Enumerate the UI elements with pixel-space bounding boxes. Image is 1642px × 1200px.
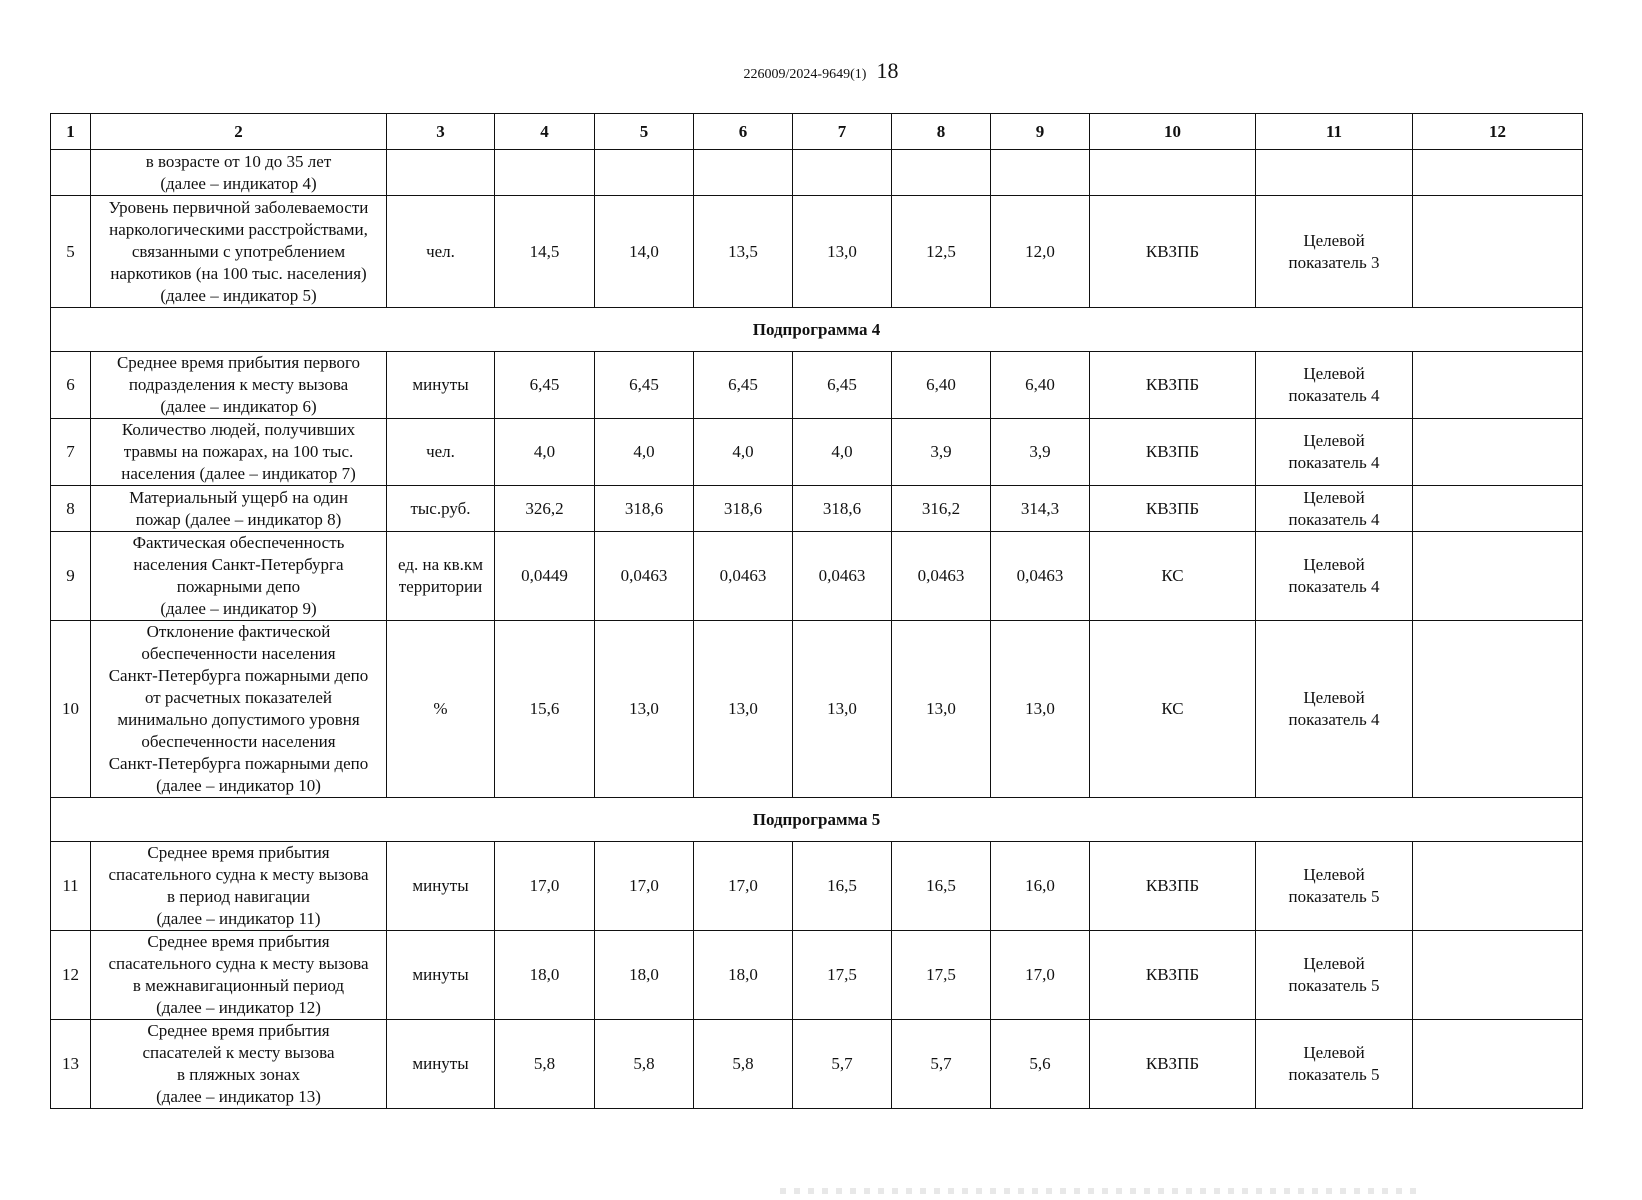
- cell-line: связанными с употреблением: [131, 241, 346, 261]
- value-cell: 4,0: [793, 419, 892, 486]
- indicator-number: 8: [51, 486, 91, 532]
- value-cell: 314,3: [991, 486, 1090, 532]
- cell-line: Среднее время прибытия первого: [116, 353, 361, 372]
- table-row: [51, 842, 1583, 931]
- indicators-table: [50, 113, 1583, 1109]
- value-cell: 16,5: [892, 842, 991, 931]
- column-header: 9: [991, 114, 1090, 150]
- cell-line: Уровень первичной заболеваемости: [108, 197, 369, 217]
- indicator-number: 10: [51, 621, 91, 798]
- cell-line: в возрасте от 10 до 35 лет: [145, 151, 332, 171]
- value-cell: 13,0: [694, 621, 793, 798]
- value-cell: 14,5: [495, 196, 595, 308]
- cell-line: травмы на пожарах, на 100 тыс.: [123, 442, 354, 461]
- value-cell: 17,0: [991, 931, 1090, 1020]
- value-cell: 3,9: [892, 419, 991, 486]
- column-header: 6: [694, 114, 793, 150]
- source-cell: КС: [1090, 621, 1256, 798]
- cell-line: Санкт-Петербурга пожарными депо: [108, 666, 369, 685]
- indicator-number: 9: [51, 532, 91, 621]
- value-cell: [991, 150, 1090, 196]
- value-cell: 5,7: [892, 1020, 991, 1109]
- indicator-name: [91, 419, 387, 486]
- source-cell: КВЗПБ: [1090, 1020, 1256, 1109]
- cell-line: населения (далее – индикатор 7): [121, 464, 356, 483]
- page-number: 18: [876, 58, 899, 83]
- value-cell: 3,9: [991, 419, 1090, 486]
- cell-line: спасателей к месту вызова: [142, 1043, 335, 1062]
- cell-line: минуты: [412, 375, 469, 394]
- source-cell: КС: [1090, 532, 1256, 621]
- value-cell: 5,7: [793, 1020, 892, 1109]
- cell-line: Целевой: [1303, 954, 1365, 973]
- indicator-name: [91, 150, 387, 196]
- cell-line: Целевой: [1303, 555, 1365, 574]
- cell-line: показатель 4: [1288, 577, 1380, 596]
- indicator-number: 13: [51, 1020, 91, 1109]
- cell-line: спасательного судна к месту вызова: [108, 865, 369, 884]
- indicator-number: 5: [51, 196, 91, 308]
- table-row: [51, 196, 1583, 308]
- cell-line: населения Санкт-Петербурга: [133, 555, 344, 574]
- value-cell: 0,0463: [892, 532, 991, 621]
- indicator-name: [91, 621, 387, 798]
- column-header: 3: [387, 114, 495, 150]
- source-cell: КВЗПБ: [1090, 486, 1256, 532]
- cell-line: Санкт-Петербурга пожарными депо: [108, 754, 369, 773]
- cell-line: Целевой: [1303, 364, 1365, 383]
- cell-line: наркологическими расстройствами,: [109, 219, 368, 239]
- value-cell: 13,0: [892, 621, 991, 798]
- page-header: [0, 58, 1642, 84]
- note-cell: [1413, 1020, 1583, 1109]
- value-cell: 6,45: [595, 352, 694, 419]
- cell-line: показатель 5: [1288, 976, 1380, 995]
- cell-line: (далее – индикатор 5): [160, 285, 317, 305]
- cell-line: Среднее время прибытия: [147, 1021, 330, 1040]
- column-header: 5: [595, 114, 694, 150]
- cell-line: Фактическая обеспеченность: [132, 533, 345, 552]
- source-cell: КВЗПБ: [1090, 196, 1256, 308]
- column-header: 7: [793, 114, 892, 150]
- value-cell: [595, 150, 694, 196]
- cell-line: в пляжных зонах: [177, 1065, 300, 1084]
- note-cell: [1413, 419, 1583, 486]
- cell-line: (далее – индикатор 13): [156, 1087, 321, 1106]
- note-cell: [1413, 842, 1583, 931]
- table-row: [51, 419, 1583, 486]
- column-header: 1: [51, 114, 91, 150]
- cell-line: (далее – индикатор 11): [156, 909, 321, 928]
- cell-line: Целевой: [1303, 1043, 1365, 1062]
- column-header: 11: [1256, 114, 1413, 150]
- cell-line: (далее – индикатор 4): [160, 173, 317, 193]
- indicator-name: [91, 842, 387, 931]
- unit-cell: [387, 150, 495, 196]
- cell-line: минуты: [412, 1054, 469, 1073]
- cell-line: обеспеченности населения: [141, 732, 336, 751]
- cell-line: минимально допустимого уровня: [117, 710, 360, 729]
- document-id: 226009/2024-9649(1): [743, 67, 867, 82]
- target-cell: [1256, 621, 1413, 798]
- target-cell: [1256, 196, 1413, 308]
- cell-line: показатель 4: [1288, 509, 1380, 529]
- cell-line: тыс.руб.: [410, 498, 471, 518]
- target-cell: [1256, 486, 1413, 532]
- cell-line: подразделения к месту вызова: [128, 375, 349, 394]
- unit-cell: [387, 532, 495, 621]
- cell-line: показатель 4: [1288, 386, 1380, 405]
- column-header-row: [51, 114, 1583, 150]
- value-cell: 4,0: [595, 419, 694, 486]
- cell-line: от расчетных показателей: [144, 688, 333, 707]
- cell-line: Целевой: [1303, 688, 1365, 707]
- column-header: 10: [1090, 114, 1256, 150]
- value-cell: 15,6: [495, 621, 595, 798]
- cell-line: Целевой: [1303, 431, 1365, 450]
- note-cell: [1413, 150, 1583, 196]
- column-header: 8: [892, 114, 991, 150]
- section-title: Подпрограмма 5: [51, 798, 1583, 842]
- value-cell: 0,0449: [495, 532, 595, 621]
- source-cell: КВЗПБ: [1090, 419, 1256, 486]
- cell-line: показатель 3: [1288, 252, 1380, 272]
- value-cell: 318,6: [694, 486, 793, 532]
- indicator-name: [91, 352, 387, 419]
- cell-line: спасательного судна к месту вызова: [108, 954, 369, 973]
- value-cell: 17,0: [694, 842, 793, 931]
- value-cell: 5,6: [991, 1020, 1090, 1109]
- table-row: [51, 532, 1583, 621]
- note-cell: [1413, 196, 1583, 308]
- table-row: [51, 352, 1583, 419]
- note-cell: [1413, 621, 1583, 798]
- cell-line: пожар (далее – индикатор 8): [135, 509, 342, 529]
- target-cell: [1256, 1020, 1413, 1109]
- cell-line: показатель 5: [1288, 887, 1380, 906]
- value-cell: 318,6: [793, 486, 892, 532]
- indicator-number: 12: [51, 931, 91, 1020]
- indicator-number: 6: [51, 352, 91, 419]
- value-cell: 18,0: [595, 931, 694, 1020]
- target-cell: [1256, 352, 1413, 419]
- table-body: [51, 114, 1583, 1109]
- value-cell: 17,0: [595, 842, 694, 931]
- target-cell: [1256, 419, 1413, 486]
- cell-line: показатель 4: [1288, 453, 1380, 472]
- section-row: [51, 798, 1583, 842]
- value-cell: 6,40: [892, 352, 991, 419]
- table-row: [51, 1020, 1583, 1109]
- target-cell: [1256, 842, 1413, 931]
- cell-line: (далее – индикатор 12): [156, 998, 321, 1017]
- value-cell: 318,6: [595, 486, 694, 532]
- column-header: 12: [1413, 114, 1583, 150]
- value-cell: 13,0: [793, 621, 892, 798]
- cell-line: в межнавигационный период: [132, 976, 345, 995]
- value-cell: 6,45: [793, 352, 892, 419]
- value-cell: 12,0: [991, 196, 1090, 308]
- note-cell: [1413, 352, 1583, 419]
- cell-line: (далее – индикатор 6): [160, 397, 317, 416]
- indicator-number: [51, 150, 91, 196]
- target-cell: [1256, 931, 1413, 1020]
- value-cell: 12,5: [892, 196, 991, 308]
- unit-cell: [387, 196, 495, 308]
- unit-cell: [387, 419, 495, 486]
- indicator-number: 11: [51, 842, 91, 931]
- value-cell: 13,0: [595, 621, 694, 798]
- scan-artifact: [780, 1188, 1420, 1194]
- target-cell: [1256, 532, 1413, 621]
- value-cell: 0,0463: [595, 532, 694, 621]
- indicator-name: [91, 1020, 387, 1109]
- cell-line: Среднее время прибытия: [147, 932, 330, 951]
- value-cell: 16,0: [991, 842, 1090, 931]
- indicator-number: 7: [51, 419, 91, 486]
- note-cell: [1413, 532, 1583, 621]
- value-cell: 14,0: [595, 196, 694, 308]
- value-cell: 18,0: [694, 931, 793, 1020]
- value-cell: 17,0: [495, 842, 595, 931]
- cell-line: наркотиков (на 100 тыс. населения): [110, 263, 367, 283]
- value-cell: [694, 150, 793, 196]
- column-header: 2: [91, 114, 387, 150]
- value-cell: 5,8: [694, 1020, 793, 1109]
- cell-line: территории: [398, 577, 483, 596]
- cell-line: Целевой: [1303, 230, 1365, 250]
- unit-cell: [387, 352, 495, 419]
- indicator-name: [91, 931, 387, 1020]
- cell-line: (далее – индикатор 9): [160, 599, 317, 618]
- value-cell: 0,0463: [991, 532, 1090, 621]
- value-cell: 5,8: [595, 1020, 694, 1109]
- indicator-name: [91, 196, 387, 308]
- cell-line: показатель 5: [1288, 1065, 1380, 1084]
- cell-line: в период навигации: [166, 887, 310, 906]
- value-cell: [892, 150, 991, 196]
- indicator-name: [91, 532, 387, 621]
- indicator-name: [91, 486, 387, 532]
- cell-line: минуты: [412, 965, 469, 984]
- value-cell: 17,5: [793, 931, 892, 1020]
- value-cell: 6,45: [694, 352, 793, 419]
- value-cell: 0,0463: [793, 532, 892, 621]
- unit-cell: [387, 931, 495, 1020]
- cell-line: ед. на кв.км: [398, 555, 483, 574]
- value-cell: 17,5: [892, 931, 991, 1020]
- value-cell: [495, 150, 595, 196]
- cell-line: чел.: [426, 241, 455, 261]
- value-cell: 13,5: [694, 196, 793, 308]
- cell-line: Отклонение фактической: [146, 622, 331, 641]
- note-cell: [1413, 931, 1583, 1020]
- value-cell: [793, 150, 892, 196]
- source-cell: [1090, 150, 1256, 196]
- cell-line: Среднее время прибытия: [147, 843, 330, 862]
- cell-line: Материальный ущерб на один: [129, 487, 348, 507]
- unit-cell: [387, 1020, 495, 1109]
- section-row: [51, 308, 1583, 352]
- cell-line: минуты: [412, 876, 469, 895]
- cell-line: пожарными депо: [176, 577, 301, 596]
- unit-cell: [387, 621, 495, 798]
- table-row: [51, 621, 1583, 798]
- section-title: Подпрограмма 4: [51, 308, 1583, 352]
- value-cell: 18,0: [495, 931, 595, 1020]
- column-header: 4: [495, 114, 595, 150]
- cell-line: Целевой: [1303, 487, 1365, 507]
- value-cell: 6,40: [991, 352, 1090, 419]
- source-cell: КВЗПБ: [1090, 931, 1256, 1020]
- cell-line: (далее – индикатор 10): [156, 776, 321, 795]
- value-cell: 316,2: [892, 486, 991, 532]
- value-cell: 5,8: [495, 1020, 595, 1109]
- value-cell: 16,5: [793, 842, 892, 931]
- cell-line: Целевой: [1303, 865, 1365, 884]
- table-row: [51, 486, 1583, 532]
- value-cell: 326,2: [495, 486, 595, 532]
- cell-line: обеспеченности населения: [141, 644, 336, 663]
- source-cell: КВЗПБ: [1090, 352, 1256, 419]
- cell-line: Количество людей, получивших: [121, 420, 356, 439]
- note-cell: [1413, 486, 1583, 532]
- value-cell: 13,0: [793, 196, 892, 308]
- source-cell: КВЗПБ: [1090, 842, 1256, 931]
- value-cell: 4,0: [495, 419, 595, 486]
- cell-line: показатель 4: [1288, 710, 1380, 729]
- value-cell: 0,0463: [694, 532, 793, 621]
- value-cell: 6,45: [495, 352, 595, 419]
- table-row: [51, 150, 1583, 196]
- unit-cell: [387, 486, 495, 532]
- table-row: [51, 931, 1583, 1020]
- target-cell: [1256, 150, 1413, 196]
- unit-cell: [387, 842, 495, 931]
- cell-line: %: [433, 699, 448, 718]
- value-cell: 13,0: [991, 621, 1090, 798]
- value-cell: 4,0: [694, 419, 793, 486]
- cell-line: чел.: [426, 442, 455, 461]
